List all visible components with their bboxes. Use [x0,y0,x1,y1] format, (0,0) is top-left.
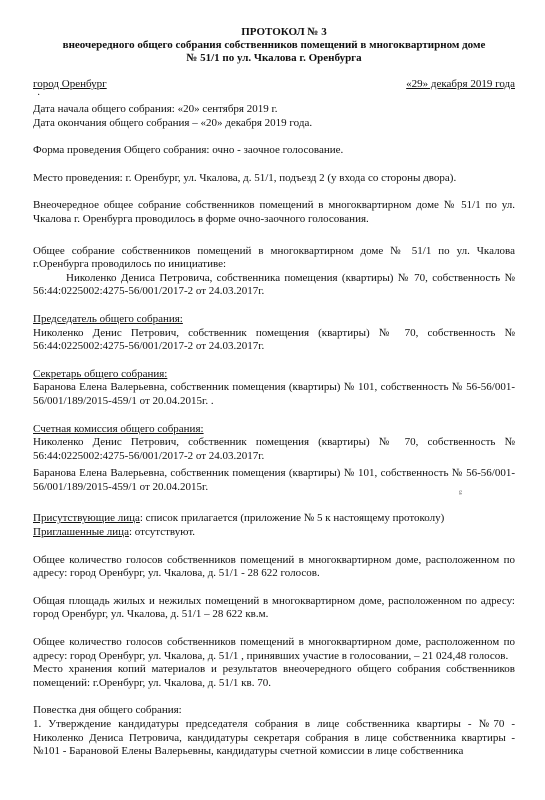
invited-label: Приглашенные лица [33,526,129,539]
present-label: Присутствующие лица [33,512,140,525]
document-subtitle-line1: внеочередного общего собрания собственников помещений в многоквартирном доме [62,39,486,51]
participated-votes: Общее количество голосов собственников помещений в многоквартирном доме, расположенном по адресу: город Оренбург, ул. Чкалова, д. 51/1 , принявших участие в голосовании, – 21 024,48 голосов. [33,636,515,662]
commission-heading: Счетная комиссия общего собрания: [33,422,204,435]
document-date: «29» декабря 2019 года [406,78,515,90]
document-header [33,26,515,65]
present-text: : список прилагается (приложение № 5 к настоящему протоколу) [139,512,445,525]
total-area: Общая площадь жилых и нежилых помещений в многоквартирном доме, расположенном по адресу: город Оренбург, ул. Чкалова, д. 51/1 – 28 622 кв.м. [33,594,515,621]
meeting-held-in-form: Внеочередное общее собрание собственников помещений в многоквартирном доме № 51/1 по ул. Чкалова г. Оренбурга проводилось в форме очно-заочного голосования. [33,199,515,225]
initiator-details: Николенко Дениса Петровича, собственника помещения (квартиры) № 70, собственность № 56:44:0225002:4275-56/001/2017-2 от 24.03.2017г. [33,271,515,298]
chairman-details: Николенко Денис Петрович, собственник помещения (квартиры) № 70, собственность № 56:44:0225002:4275-56/001/2017-2 от 24.03.2017г. [33,326,515,353]
document-subtitle-line2: № 51/1 по ул. Чкалова г. Оренбурга [186,52,362,64]
total-votes: Общее количество голосов собственников помещений в многоквартирном доме, расположенном по адресу: город Оренбург, ул. Чкалова, д. 51/1 - 28 622 голосов. [33,553,515,580]
meeting-form: Форма проведения Общего собрания: очно - заочное голосование. [33,144,344,157]
stray-dot: · [37,90,41,101]
invited-persons [33,526,515,540]
commission-member-2: Баранова Елена Валерьевна, собственник помещения (квартиры) № 101, собственность № 56-56/001-56/001/189/2015-459/1 от 20.04.2015г. [33,467,515,493]
place-date-row [33,78,515,91]
present-persons [33,512,515,526]
scan-artifact-mark: ᵍ [459,488,463,499]
end-date: Дата окончания общего собрания – «20» декабря 2019 года. [33,116,313,129]
secretary-heading: Секретарь общего собрания: [33,367,168,380]
invited-text: : отсутствуют. [128,526,196,539]
initiative-text: Общее собрание собственников помещений в многоквартирном доме № 51/1 по ул. Чкалова г.Оренбурга проводилось по инициативе: [33,244,515,271]
chairman-heading: Председатель общего собрания: [33,312,183,325]
start-date: Дата начала общего собрания: «20» сентября 2019 г. [33,103,278,115]
agenda-item-1: 1. Утверждение кандидатуры председателя собрания в лице собственника квартиры - №70 - Николенко Дениса Петровича, кандидатуры секретаря собрания в лице собственника квартиры - №101 - Барановой Елены Валерьевны, кандидатуры счетной комиссии в лице собственника [33,718,515,758]
city-label: город Оренбург [33,78,107,90]
secretary-details: Баранова Елена Валерьевна, собственник помещения (квартиры) № 101, собственность № 56-56/001-56/001/189/2015-459/1 от 20.04.2015г. . [33,381,515,407]
document-title: ПРОТОКОЛ № 3 [241,26,327,38]
storage-location: Место хранения копий материалов и результатов внеочередного общего собрания собственников помещений: г.Оренбург, ул. Чкалова, д. 51/1 кв. 70. [33,663,515,689]
agenda-heading: Повестка дня общего собрания: [33,704,182,717]
meeting-location: Место проведения: г. Оренбург, ул. Чкалова, д. 51/1, подъезд 2 (у входа со стороны двора). [33,171,457,184]
commission-member-1: Николенко Денис Петрович, собственник помещения (квартиры) № 70, собственность № 56:44:0225002:4275-56/001/2017-2 от 24.03.2017г. [33,436,515,462]
